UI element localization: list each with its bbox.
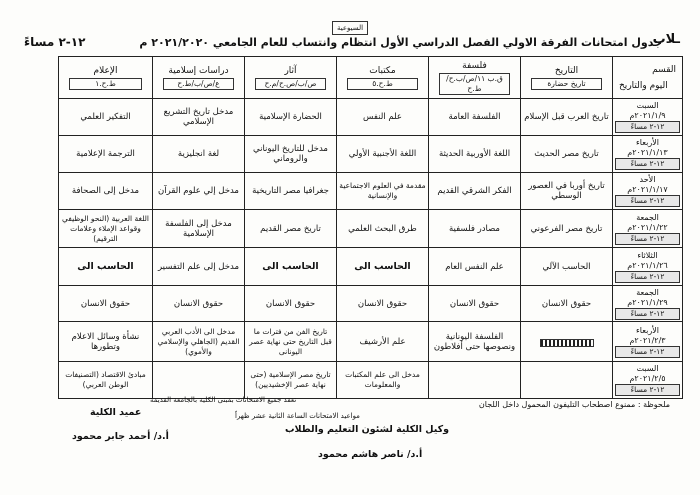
table-row [59,362,683,399]
column-name: التاريخ [554,65,579,76]
day-date: ٢٠٢١/١/١٧م [627,185,668,194]
day-cell [613,99,683,136]
exam-cell: الترجمة الإعلامية [59,136,153,173]
day-name: الجمعة [636,212,659,222]
column-name: فلسفة [462,60,487,71]
column-header [153,57,245,99]
column-header [59,57,153,99]
column-name: مكتبات [369,65,396,76]
corner-day: اليوم والتاريخ [619,80,668,91]
exam-cell: حقوق الانسان [245,286,337,322]
day-time: ١٢-٢ مساءً [615,121,680,133]
header-stamp: السيوعية [332,21,368,35]
exam-schedule-table [58,56,683,399]
column-sub: ط.ح.٥ [347,78,419,90]
exam-cell: الحاسب الى [337,248,429,286]
day-cell [613,322,683,362]
footer-note-time: مواعيد الامتحانات الساعة الثانية عشر ظهراً [235,412,360,420]
column-header [521,57,613,99]
exam-cell: جغرافيا مصر التاريخية [245,173,337,210]
day-cell [613,362,683,399]
title-trailing: ـلاب [652,32,680,47]
corner-cell [613,57,683,99]
day-cell [613,286,683,322]
column-sub: ص/ب/ص.ح/م.ح [255,78,327,90]
exam-cell: لغة انجليزية [153,136,245,173]
table-row [59,173,683,210]
exam-time: ١٢-٢ مساءً [24,35,86,49]
day-time: ١٢-٢ مساءً [615,384,680,396]
column-header [245,57,337,99]
day-name: الأربعاء [636,138,659,147]
table-row [59,136,683,173]
day-time: ١٢-٢ مساءً [615,271,680,283]
column-name: آثار [284,65,297,76]
day-time: ١٢-٢ مساءً [615,195,680,207]
table-row [59,210,683,248]
day-cell [613,248,683,286]
vice-dean-name: أ.د/ ناصر هاشم محمود [318,449,423,460]
exam-cell: حقوق الانسان [59,286,153,322]
exam-cell [521,362,613,399]
exam-cell: مدخل إلي علوم القرآن [153,173,245,210]
table-row [59,99,683,136]
exam-cell: حقوق الانسان [153,286,245,322]
footer-note-phones: ملحوظة : ممنوع اصطحاب التليفون المحمول داخل اللجان [478,400,670,409]
exam-cell: تاريخ مصر الحديث [521,136,613,173]
table-row [59,322,683,362]
day-time: ١٢-٢ مساءً [615,346,680,358]
day-cell [613,136,683,173]
column-name: الإعلام [93,65,118,76]
vice-dean-title: وكيل الكلية لشئون التعليم والطلاب [285,424,450,435]
column-name: دراسات إسلامية [168,65,229,76]
day-cell [613,210,683,248]
day-time: ١٢-٢ مساءً [615,158,680,170]
table-row [59,286,683,322]
exam-cell: علم النفس العام [429,248,521,286]
exam-cell [429,362,521,399]
day-name: الجمعة [636,287,659,297]
exam-cell: مدخل الى علم المكتبات والمعلومات [337,362,429,399]
exam-cell: اللغة الأجنبية الأولي [337,136,429,173]
exam-cell: مقدمة في العلوم الاجتماعية والإنسانية [337,173,429,210]
day-name: السبت [636,101,659,110]
footer-note-location: تعقد جميع الامتحانات بمبنى الكلية بالجامعة القديمة [150,396,297,404]
exam-cell: الفلسفة اليونانية ونصوصها حتى أفلاطون [429,322,521,362]
exam-cell: طرق البحث العلمي [337,210,429,248]
exam-cell: الفكر الشرقي القديم [429,173,521,210]
column-sub: ع/ص/ب/ط.ح [163,78,235,90]
column-sub: ق.ب ١١/ص/ب.ح/ط.ح [439,73,511,95]
exam-cell: الفلسفة العامة [429,99,521,136]
exam-cell: مصادر فلسفية [429,210,521,248]
day-time: ١٢-٢ مساءً [615,308,680,320]
exam-cell: مدخل الى الأدب العربي القديم (الجاهلي والإسلامي والأموي) [153,322,245,362]
exam-cell: تاريخ الفن من فترات ما قبل التاريخ حتى نهاية عصر اليونانى [245,322,337,362]
page-title: جدول امتحانات الفرقة الاولي الفصل الدراسي الأول انتظام وانتساب للعام الجامعي ٢٠٢١/٢٠٢٠ م [139,36,662,49]
exam-cell: مدخل إلى الصحافة [59,173,153,210]
exam-cell: مدخل إلى علم التفسير [153,248,245,286]
exam-cell: علم النفس [337,99,429,136]
exam-cell: التفكير العلمي [59,99,153,136]
exam-cell: الحاسب الآلي [521,248,613,286]
exam-cell: حقوق الانسان [429,286,521,322]
dean-title: عميد الكلية [90,407,142,418]
dean-name: أ.د/ أحمد جابر محمود [72,431,169,442]
day-time: ١٢-٢ مساءً [615,233,680,245]
exam-cell: مدخل للتاريخ اليوناني والروماني [245,136,337,173]
day-date: ٢٠٢١/١/٢٢م [627,222,668,232]
exam-cell: اللغة الأوربية الحديثة [429,136,521,173]
day-name: الأربعاء [636,325,659,335]
exam-cell: تاريخ العرب قبل الإسلام [521,99,613,136]
exam-cell [521,322,613,362]
day-name: السبت [636,364,659,373]
exam-cell: تاريخ مصر الإسلامية (حتى نهاية عصر الإخشيديين) [245,362,337,399]
exam-cell: مبادئ الاقتصاد (التصنيفات الوطن العربي) [59,362,153,399]
column-sub: تاريخ حضارة [531,78,603,90]
day-date: ٢٠٢١/١/٢٩م [627,297,668,307]
exam-cell: تاريخ مصر الفرعوني [521,210,613,248]
column-header [429,57,521,99]
exam-cell [153,362,245,399]
day-date: ٢٠٢١/١/٢٦م [627,260,668,270]
exam-cell: اللغة العربية (النحو الوظيفي وقواعد الإملاء وعلامات الترقيم) [59,210,153,248]
exam-cell: حقوق الانسان [337,286,429,322]
crossed-out-mark [540,339,594,347]
exam-cell: نشأة وسائل الاعلام وتطورها [59,322,153,362]
corner-dept: القسم [652,64,676,75]
day-date: ٢٠٢١/٢/٥م [629,374,666,383]
exam-cell: تاريخ مصر القديم [245,210,337,248]
day-date: ٢٠٢١/١/١٣م [627,148,668,157]
day-name: الأحد [639,175,656,184]
exam-cell: علم الأرشيف [337,322,429,362]
exam-cell: مدخل تاريخ التشريع الإسلامي [153,99,245,136]
day-date: ٢٠٢١/١/٩م [629,111,666,120]
column-sub: ط.ح.١ [69,78,142,90]
exam-cell: تاريخ أوربا في العصور الوسطي [521,173,613,210]
day-date: ٢٠٢١/٢/٣م [629,335,666,345]
exam-cell: مدخل إلى الفلسفة الإسلامية [153,210,245,248]
column-header [337,57,429,99]
header-row [59,57,683,99]
day-cell [613,173,683,210]
exam-cell: الحضارة الإسلامية [245,99,337,136]
table-row [59,248,683,286]
exam-cell: حقوق الانسان [521,286,613,322]
day-name: الثلاثاء [637,250,658,260]
exam-cell: الحاسب الى [245,248,337,286]
exam-cell: الحاسب الى [59,248,153,286]
